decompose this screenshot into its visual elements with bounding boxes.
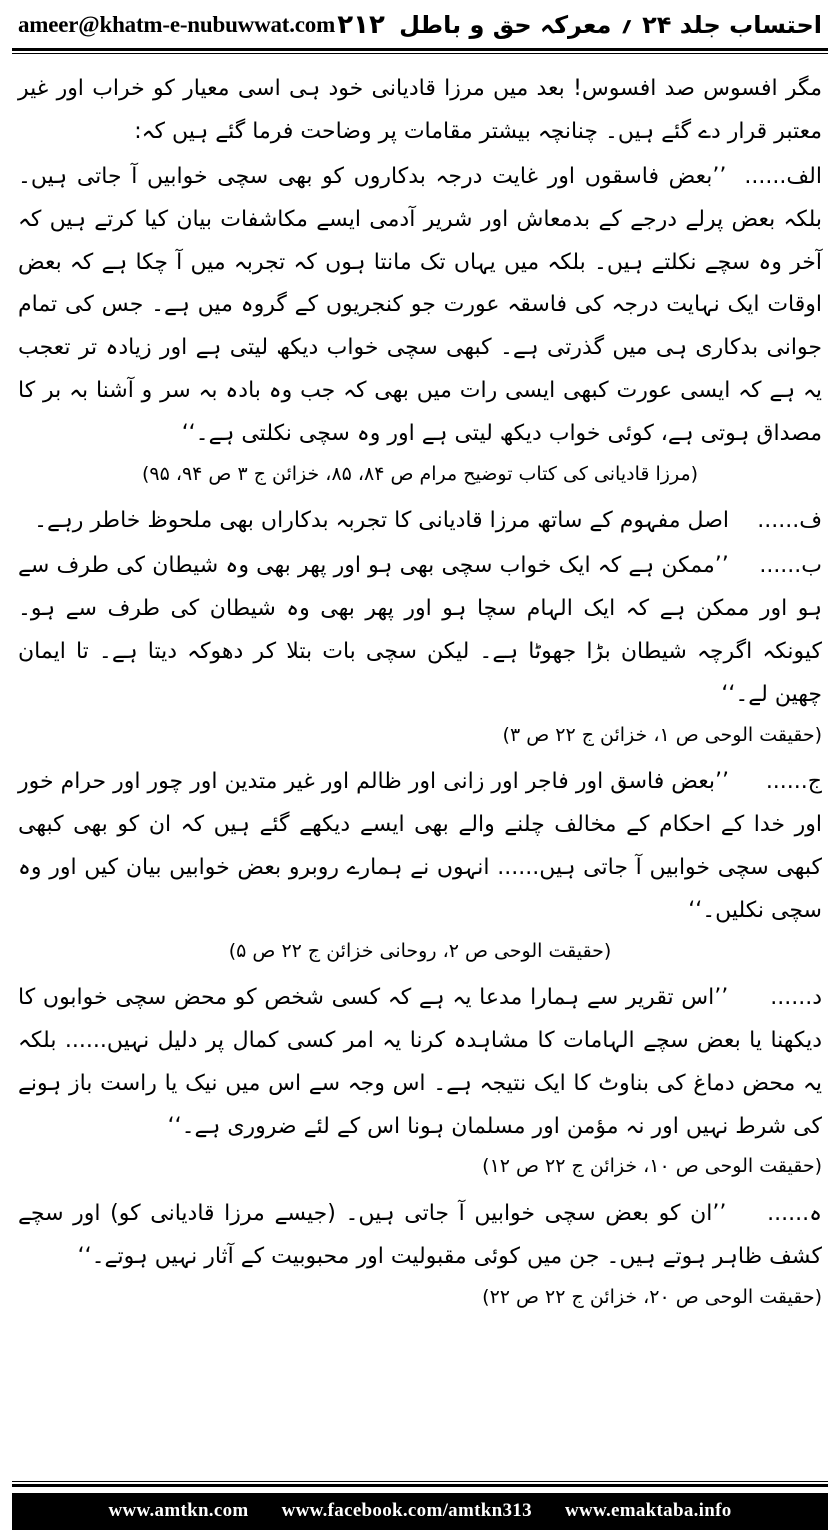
quote-block-jeem xyxy=(18,761,822,967)
quote-paragraph xyxy=(18,1193,822,1279)
footer-rule-thick xyxy=(12,1484,828,1487)
item-text: اصل مفہوم کے ساتھ مرزا قادیانی کا تجربہ بدکاراں بھی ملحوظ خاطر رہے۔ xyxy=(34,508,729,534)
item-reference: (حقیقت الوحی ص ۲۰، خزائن ج ۲۲ ص ۲۲) xyxy=(482,1285,822,1308)
item-text: ’’ان کو بعض سچی خوابیں آ جاتی ہیں۔ (جیسے مرزا قادیانی کو) اور سچے کشف ظاہر ہوتے ہیں۔ جن میں کوئی مقبولیت اور محبوبیت کے آثار نہیں ہوتے۔‘‘ xyxy=(18,1200,822,1269)
item-text: ’’بعض فاسقوں اور غایت درجہ بدکاروں کو بھی سچی خوابیں آ جاتی ہیں۔ بلکہ بعض پرلے درجے کے بدمعاش اور شریر آدمی ایسے مکاشفات بیان کیا کرتے ہیں کہ آخر وہ سچے نکلتے ہیں۔ بلکہ میں یہاں تک مانتا ہوں کہ تجربہ میں آ چکا ہے کہ بعض اوقات ایک نہایت درجہ کی فاسقہ عورت جو کنجریوں کے گروہ میں ہے۔ جس کی تمام جوانی بدکاری ہی میں گذرتی ہے۔ کبھی سچی خواب دیکھ لیتی ہے اور زیادہ تر تعجب یہ ہے کہ ایسی عورت کبھی ایسی رات میں بھی کہ جب وہ بادہ بہ سر و آشنا بہ بر کا مصداق ہوتی ہے، کوئی خواب دیکھ لیتی ہے اور وہ سچی نکلتی ہے۔‘‘ xyxy=(18,163,822,447)
quote-block-he xyxy=(18,1193,822,1313)
page-header xyxy=(0,0,840,46)
header-rule-thin xyxy=(12,53,828,54)
footer-link-emaktaba[interactable]: www.emaktaba.info xyxy=(564,1500,732,1521)
footer-link-website[interactable]: www.amtkn.com xyxy=(108,1500,249,1521)
quote-block-fe xyxy=(18,500,822,543)
item-label: الف...... xyxy=(744,163,822,189)
quote-paragraph xyxy=(18,156,822,456)
item-label: ہ...... xyxy=(767,1200,823,1226)
intro-paragraph: مگر افسوس صد افسوس! بعد میں مرزا قادیانی خود ہی اسی معیار کو خراب اور غیر معتبر قرار دے گئے ہیں۔ چنانچہ بیشتر مقامات پر وضاحت فرما گئے ہیں کہ: xyxy=(18,76,822,144)
quote-paragraph xyxy=(18,545,822,717)
item-text: ’’ممکن ہے کہ ایک خواب سچی بھی ہو اور پھر بھی وہ شیطان کی طرف سے ہو اور ممکن ہے کہ ایک الہام سچا ہو اور پھر بھی وہ شیطان کی طرف سے ہو۔ کیونکہ اگرچہ شیطان بڑا جھوٹا ہے۔ لیکن سچی بات بتلا کر دھوکہ دیتا ہے۔ تا ایمان چھین لے۔‘‘ xyxy=(18,553,822,707)
quote-block-daal xyxy=(18,977,822,1183)
quote-paragraph xyxy=(18,761,822,933)
book-title: احتساب جلد ۲۴ ؍ معرکہ حق و باطل xyxy=(399,11,822,39)
item-text: ’’اس تقریر سے ہمارا مدعا یہ ہے کہ کسی شخص کو محض سچی خوابوں کا دیکھنا یا بعض سچے الہامات کا مشاہدہ کرنا یہ امر کسی کمال پر دلیل نہیں...... بلکہ یہ محض دماغ کی بناوٹ کا ایک نتیجہ ہے۔ اس وجہ سے اس میں نیک یا راست باز ہونے کی شرط نہیں اور نہ مؤمن اور مسلمان ہونا اس کے لئے ضروری ہے۔‘‘ xyxy=(18,984,822,1139)
item-reference: (حقیقت الوحی ص ۱۰، خزائن ج ۲۲ ص ۱۲) xyxy=(482,1155,822,1178)
footer-link-facebook[interactable]: www.facebook.com/amtkn313 xyxy=(281,1500,532,1521)
page-number: ۲۱۲ xyxy=(337,10,385,40)
item-text: ’’بعض فاسق اور فاجر اور زانی اور ظالم اور غیر متدین اور چور اور حرام خور اور خدا کے احکام کے مخالف چلنے والے بھی ایسے دیکھے گئے ہیں کہ ان کو بھی کبھی کبھی سچی خوابیں آ جاتی ہیں...... انہوں نے ہمارے روبرو بعض خوابیں بیان کیں اور وہ سچی نکلیں۔‘‘ xyxy=(18,769,822,923)
header-email: ameer@khatm-e-nubuwwat.com xyxy=(18,12,336,37)
footer-links-bar xyxy=(12,1493,828,1530)
item-label: د...... xyxy=(770,984,823,1010)
item-label: ب...... xyxy=(759,553,822,579)
item-reference: (مرزا قادیانی کی کتاب توضیح مرام ص ۸۴، ۸۵، خزائن ج ۳ ص ۹۴، ۹۵) xyxy=(141,463,699,486)
item-reference: (حقیقت الوحی ص ۲، روحانی خزائن ج ۲۲ ص ۵) xyxy=(228,939,612,962)
item-reference: (حقیقت الوحی ص ۱، خزائن ج ۲۲ ص ۳) xyxy=(502,723,822,746)
item-label: ف...... xyxy=(757,508,822,534)
item-label: ج...... xyxy=(765,769,822,795)
page-footer xyxy=(0,1481,840,1540)
quote-block-alif xyxy=(18,156,822,491)
quote-paragraph xyxy=(18,977,822,1149)
header-rule-thick xyxy=(12,48,828,51)
footer-rule-thin xyxy=(12,1481,828,1482)
page-content xyxy=(0,64,840,1540)
quote-paragraph xyxy=(18,500,822,543)
quote-block-be xyxy=(18,545,822,751)
